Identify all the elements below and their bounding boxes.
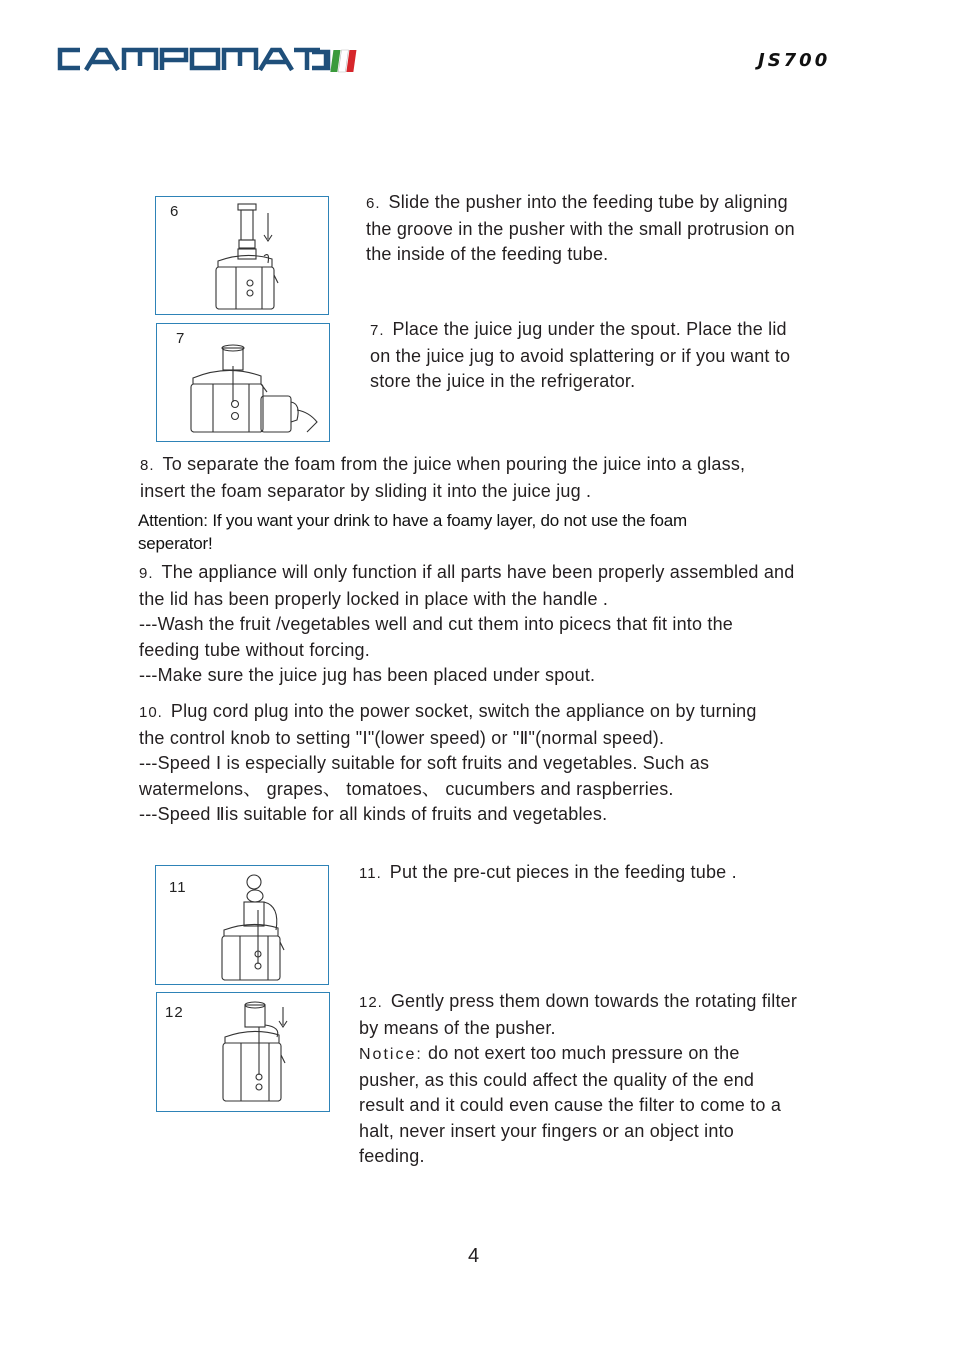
step-body: Place the juice jug under the spout. Place the lid on the juice jug to avoid splattering or if you want to store the juice in the refrigerator. <box>370 319 791 391</box>
step-7-text <box>370 317 810 395</box>
step-body: Plug cord plug into the power socket, switch the appliance on by turning the control knob to setting "Ⅰ"(lower speed) or "Ⅱ"(normal speed). <box>139 701 757 748</box>
step-9-text <box>139 560 814 689</box>
juicer-jug-illustration <box>187 338 327 440</box>
step-6-text <box>366 190 806 268</box>
figure-7 <box>156 323 330 442</box>
brand-logo <box>56 44 358 74</box>
step-9-line-2: ---Wash the fruit /vegetables well and cut them into picecs that fit into the feeding tube without forcing. <box>139 614 734 660</box>
figure-number: 7 <box>176 330 186 347</box>
figure-number: 6 <box>170 203 180 220</box>
step-number: 11. <box>359 865 382 882</box>
step-number: 12. <box>359 994 383 1011</box>
step-body: To separate the foam from the juice when pouring the juice into a glass, insert the foam separator by sliding it into the juice jug . <box>140 454 746 501</box>
step-number: 10. <box>139 704 163 721</box>
step-10-line-3: ---Speed Ⅱis suitable for all kinds of fruits and vegetables. <box>139 804 608 824</box>
step-number: 8. <box>140 457 155 474</box>
figure-11 <box>155 865 329 985</box>
step-number: 9. <box>139 565 154 582</box>
figure-number: 12 <box>165 1004 184 1021</box>
model-number: JS700 <box>758 50 831 71</box>
step-body: Gently press them down towards the rotating filter by means of the pusher. <box>359 991 798 1038</box>
step-11-text <box>359 860 809 887</box>
step-number: 6. <box>366 195 381 212</box>
juicer-fruit-illustration <box>212 872 302 984</box>
page-number: 4 <box>468 1245 480 1267</box>
figure-number: 11 <box>169 879 187 896</box>
step-10-text <box>139 699 779 828</box>
step-number: 7. <box>370 322 385 339</box>
step-body: Put the pre-cut pieces in the feeding tube . <box>389 862 737 882</box>
italian-flag-icon <box>310 46 360 74</box>
step-10-line-2: ---Speed Ⅰ is especially suitable for soft fruits and vegetables. Such as watermelons、 grapes、 tomatoes、 cucumbers and raspberries. <box>139 753 710 799</box>
juicer-press-illustration <box>213 997 303 1109</box>
figure-6 <box>155 196 329 315</box>
attention-note: Attention: If you want your drink to have a foamy layer, do not use the foam seperator! <box>138 511 687 553</box>
notice-label: Notice: <box>359 1046 423 1063</box>
step-body: Slide the pusher into the feeding tube by aligning the groove in the pusher with the small protrusion on the inside of the feeding tube. <box>366 192 795 264</box>
juicer-pusher-illustration <box>206 201 296 313</box>
step-body: The appliance will only function if all parts have been properly assembled and the lid has been properly locked in place with the handle . <box>139 562 795 609</box>
step-9-line-3: ---Make sure the juice jug has been placed under spout. <box>139 665 596 685</box>
step-8-text <box>140 452 780 504</box>
figure-12 <box>156 992 330 1112</box>
step-12-text <box>359 989 814 1170</box>
notice-text: do not exert too much pressure on the pusher, as this could affect the quality of the end result and it could even cause the filter to come to a halt, never insert your fingers or an object into feeding. <box>359 1043 782 1166</box>
